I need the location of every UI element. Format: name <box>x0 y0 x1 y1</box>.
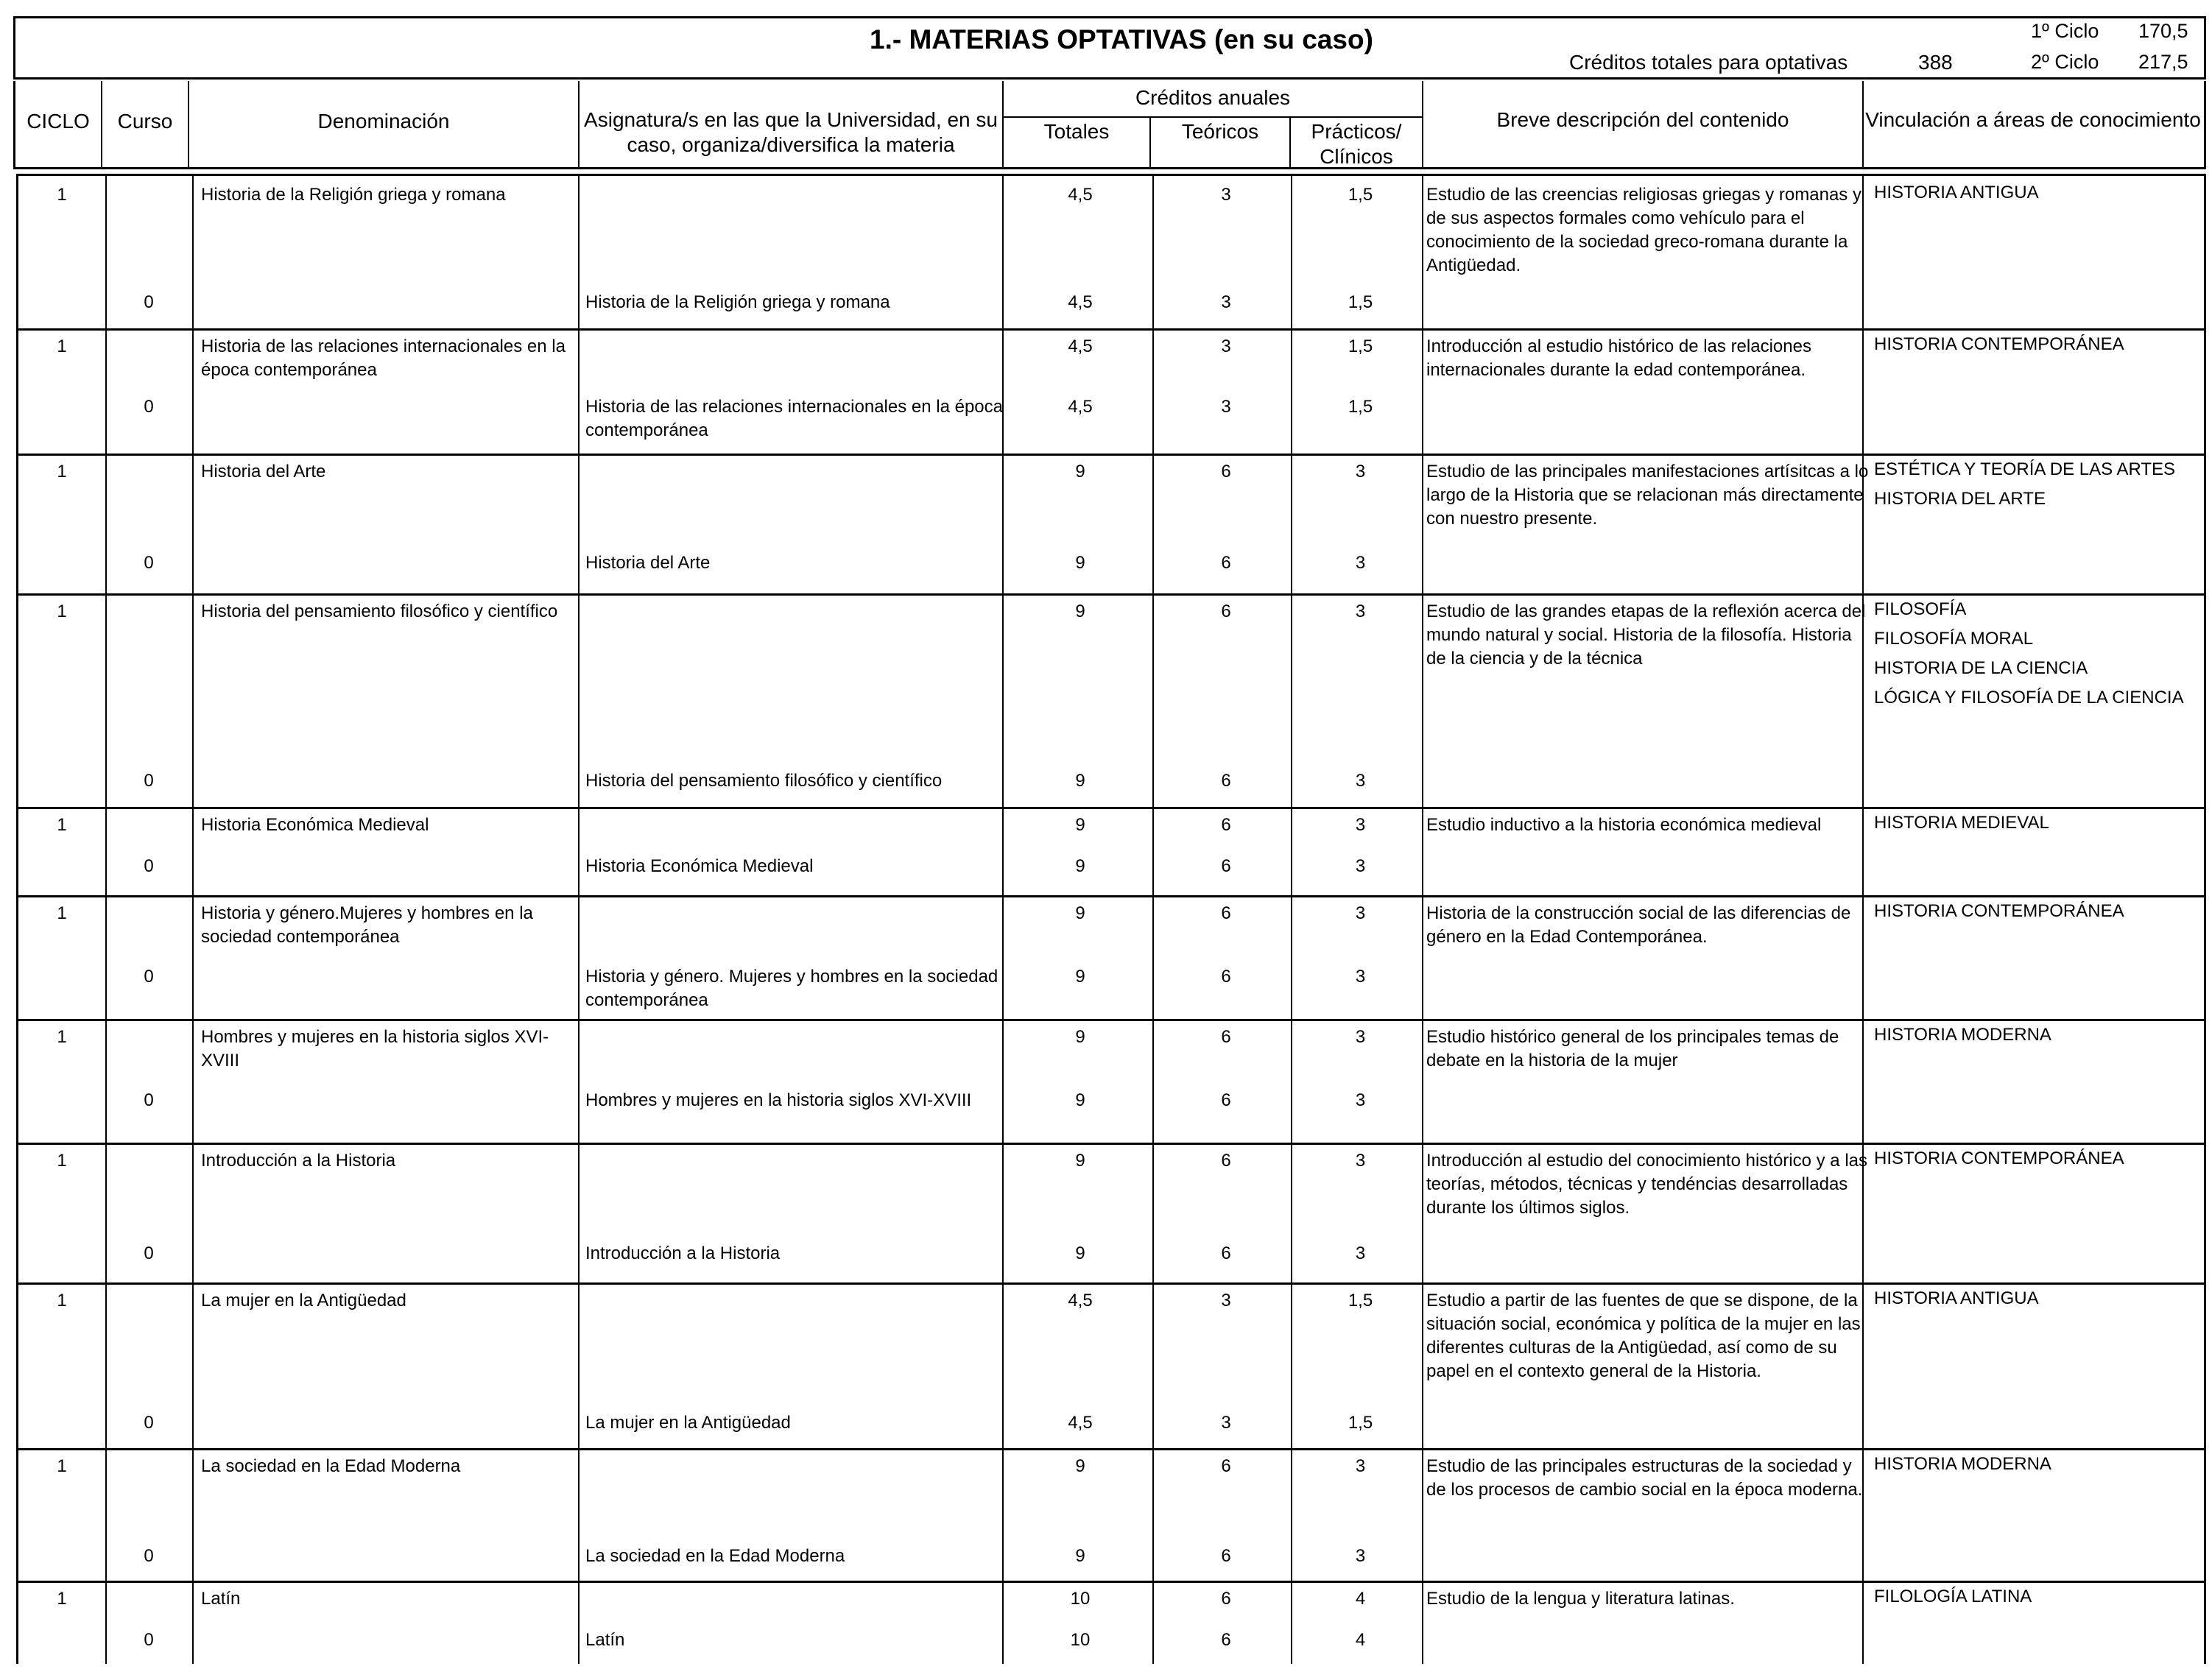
totales-cell: 9 <box>1075 601 1085 621</box>
denominacion-cell: La mujer en la Antigüedad <box>201 1291 406 1310</box>
table-row <box>18 1019 2204 1143</box>
practicos-cell: 4 <box>1355 1630 1366 1650</box>
descripcion-cell: Estudio de las grandes etapas de la reflexión acerca del mundo natural y social. Historia de la filosofía. Historia de la ciencia y de la técnica <box>1426 601 1866 668</box>
areas-cell <box>1874 899 2198 928</box>
teoricos-cell: 6 <box>1221 462 1231 481</box>
practicos-cell: 3 <box>1355 1151 1366 1171</box>
totales-cell: 10 <box>1070 1589 1091 1609</box>
teoricos-cell: 6 <box>1221 1630 1231 1650</box>
denominacion-cell: Historia de la Religión griega y romana <box>201 185 506 205</box>
area-item: HISTORIA CONTEMPORÁNEA <box>1874 901 2124 921</box>
practicos-cell: 3 <box>1355 903 1366 923</box>
areas-cell <box>1874 1146 2198 1176</box>
teoricos-cell: 6 <box>1221 815 1231 835</box>
asignatura-cell: Historia del pensamiento filosófico y científico <box>585 771 943 791</box>
col-ciclo: CICLO <box>27 110 90 133</box>
table-row <box>18 328 2204 454</box>
denominacion-cell: Historia del Arte <box>201 462 326 481</box>
denominacion-cell: Hombres y mujeres en la historia siglos XVI-XVIII <box>201 1027 549 1070</box>
descripcion-cell: Estudio de la lengua y literatura latinas. <box>1426 1589 1735 1609</box>
table-row <box>18 807 2204 895</box>
descripcion-cell: Estudio a partir de las fuentes de que se dispone, de la situación social, económica y política de la mujer en las diferentes culturas de la Antigüedad, así como de su papel en el contexto general de la Historia. <box>1426 1291 1861 1381</box>
denominacion-cell: Historia del pensamiento filosófico y científico <box>201 601 558 621</box>
areas-cell <box>1874 332 2198 361</box>
col-descripcion: Breve descripción del contenido <box>1496 108 1789 131</box>
descripcion-cell: Estudio de las principales manifestaciones artísitcas a lo largo de la Historia que se relacionan más directamente con nuestro presente. <box>1426 462 1869 529</box>
denominacion-cell: La sociedad en la Edad Moderna <box>201 1456 461 1476</box>
table-row <box>18 1581 2204 1664</box>
denominacion-cell: Latín <box>201 1589 241 1609</box>
curso-cell: 0 <box>144 1413 154 1433</box>
ciclo-cell: 1 <box>57 1589 67 1609</box>
asignatura-cell: Introducción a la Historia <box>585 1243 781 1263</box>
practicos-cell: 3 <box>1355 771 1366 791</box>
totales-cell: 9 <box>1075 967 1085 987</box>
totales-cell: 9 <box>1075 1456 1085 1476</box>
curso-cell: 0 <box>144 1090 154 1110</box>
asignatura-cell: Historia Económica Medieval <box>585 856 814 876</box>
totales-cell: 9 <box>1075 1243 1085 1263</box>
area-item: HISTORIA DE LA CIENCIA <box>1874 658 2088 678</box>
totales-cell: 9 <box>1075 1546 1085 1566</box>
practicos-cell: 3 <box>1355 1456 1366 1476</box>
descripcion-cell: Estudio de las creencias religiosas griegas y romanas y de sus aspectos formales como vehículo para el conocimiento de la sociedad greco-romana durante la Antigüedad. <box>1426 185 1861 275</box>
teoricos-cell: 3 <box>1221 292 1231 312</box>
area-item: LÓGICA Y FILOSOFÍA DE LA CIENCIA <box>1874 688 2184 708</box>
practicos-cell: 3 <box>1355 1027 1366 1047</box>
teoricos-cell: 6 <box>1221 1456 1231 1476</box>
practicos-cell: 1,5 <box>1348 185 1373 205</box>
table-row <box>18 1143 2204 1282</box>
curso-cell: 0 <box>144 771 154 791</box>
practicos-cell: 1,5 <box>1348 1291 1373 1310</box>
descripcion-cell: Estudio histórico general de los principales temas de debate en la historia de la mujer <box>1426 1027 1839 1070</box>
teoricos-cell: 3 <box>1221 1291 1231 1310</box>
areas-cell <box>1874 1452 2198 1481</box>
area-item: HISTORIA MEDIEVAL <box>1874 813 2049 833</box>
totales-cell: 9 <box>1075 553 1085 573</box>
denominacion-cell: Historia de las relaciones internacionales en la época contemporánea <box>201 336 566 380</box>
col-teoricos: Teóricos <box>1181 120 1259 143</box>
curso-cell: 0 <box>144 1546 154 1566</box>
areas-cell <box>1874 457 2198 516</box>
descripcion-cell: Introducción al estudio histórico de las relaciones internacionales durante la edad contemporánea. <box>1426 336 1811 380</box>
teoricos-cell: 3 <box>1221 397 1231 417</box>
cycle1-label: 1º Ciclo <box>2031 20 2099 42</box>
totales-cell: 9 <box>1075 1151 1085 1171</box>
practicos-cell: 3 <box>1355 1090 1366 1110</box>
area-item: HISTORIA ANTIGUA <box>1874 183 2039 202</box>
title-bar <box>13 16 2206 80</box>
table-row <box>18 454 2204 593</box>
teoricos-cell: 6 <box>1221 967 1231 987</box>
column-header-row <box>13 81 2206 169</box>
teoricos-cell: 6 <box>1221 1151 1231 1171</box>
asignatura-cell: Hombres y mujeres en la historia siglos XVI-XVIII <box>585 1090 972 1110</box>
area-item: HISTORIA MODERNA <box>1874 1025 2051 1045</box>
table-row <box>18 174 2204 328</box>
totales-cell: 4,5 <box>1068 292 1093 312</box>
col-practicos: Prácticos/ Clínicos <box>1311 120 1402 168</box>
descripcion-cell: Estudio inductivo a la historia económica medieval <box>1426 815 1822 835</box>
curso-cell: 0 <box>144 397 154 417</box>
totales-cell: 9 <box>1075 462 1085 481</box>
asignatura-cell: Historia de las relaciones internacionales en la época contemporánea <box>585 397 1003 440</box>
ciclo-cell: 1 <box>57 462 67 481</box>
col-asignatura: Asignatura/s en las que la Universidad, en su caso, organiza/diversifica la materia <box>584 108 998 156</box>
areas-cell <box>1874 180 2198 210</box>
credits-total-label: Créditos totales para optativas <box>1569 51 1848 74</box>
practicos-cell: 3 <box>1355 967 1366 987</box>
area-item: FILOLOGÍA LATINA <box>1874 1587 2032 1606</box>
areas-cell <box>1874 811 2198 840</box>
denominacion-cell: Historia y género.Mujeres y hombres en la sociedad contemporánea <box>201 903 533 947</box>
totales-cell: 10 <box>1070 1630 1091 1650</box>
ciclo-cell: 1 <box>57 1027 67 1047</box>
teoricos-cell: 6 <box>1221 553 1231 573</box>
table-row <box>18 593 2204 807</box>
ciclo-cell: 1 <box>57 185 67 205</box>
teoricos-cell: 6 <box>1221 1027 1231 1047</box>
table-row <box>18 1282 2204 1448</box>
cycle1-value: 170,5 <box>2138 20 2188 42</box>
col-creditos-anuales: Créditos anuales <box>1135 86 1291 109</box>
practicos-cell: 3 <box>1355 856 1366 876</box>
ciclo-cell: 1 <box>57 1291 67 1310</box>
areas-cell <box>1874 1023 2198 1052</box>
ciclo-cell: 1 <box>57 336 67 356</box>
descripcion-cell: Introducción al estudio del conocimiento histórico y a las teorías, métodos, técnicas y tendéncias desarrolladas durante los últimos siglos. <box>1426 1151 1867 1218</box>
totales-cell: 4,5 <box>1068 185 1093 205</box>
totales-cell: 4,5 <box>1068 397 1093 417</box>
area-item: HISTORIA DEL ARTE <box>1874 489 2046 509</box>
totales-cell: 9 <box>1075 1027 1085 1047</box>
asignatura-cell: Historia y género. Mujeres y hombres en la sociedad contemporánea <box>585 967 998 1010</box>
area-item: HISTORIA MODERNA <box>1874 1454 2051 1474</box>
areas-cell <box>1874 1286 2198 1316</box>
curso-cell: 0 <box>144 553 154 573</box>
practicos-cell: 3 <box>1355 553 1366 573</box>
teoricos-cell: 6 <box>1221 856 1231 876</box>
totales-cell: 4,5 <box>1068 1291 1093 1310</box>
teoricos-cell: 6 <box>1221 1090 1231 1110</box>
area-item: FILOSOFÍA MORAL <box>1874 629 2034 649</box>
cycle2-label: 2º Ciclo <box>2031 51 2099 73</box>
col-curso: Curso <box>117 110 173 133</box>
asignatura-cell: Historia de la Religión griega y romana <box>585 292 890 312</box>
area-item: HISTORIA CONTEMPORÁNEA <box>1874 334 2124 354</box>
teoricos-cell: 6 <box>1221 1243 1231 1263</box>
practicos-cell: 3 <box>1355 1243 1366 1263</box>
page-title: 1.- MATERIAS OPTATIVAS (en su caso) <box>870 24 1373 54</box>
table-row <box>18 1448 2204 1581</box>
asignatura-cell: La mujer en la Antigüedad <box>585 1413 791 1433</box>
teoricos-cell: 3 <box>1221 1413 1231 1433</box>
asignatura-cell: Latín <box>585 1630 625 1650</box>
curso-cell: 0 <box>144 1243 154 1263</box>
totales-cell: 9 <box>1075 856 1085 876</box>
subjects-table <box>16 174 2206 1664</box>
teoricos-cell: 3 <box>1221 185 1231 205</box>
cycle2-value: 217,5 <box>2138 51 2188 73</box>
table-row <box>18 895 2204 1019</box>
practicos-cell: 1,5 <box>1348 336 1373 356</box>
practicos-cell: 3 <box>1355 1546 1366 1566</box>
descripcion-cell: Historia de la construcción social de las diferencias de género en la Edad Contemporánea. <box>1426 903 1851 947</box>
totales-cell: 4,5 <box>1068 1413 1093 1433</box>
ciclo-cell: 1 <box>57 815 67 835</box>
descripcion-cell: Estudio de las principales estructuras de la sociedad y de los procesos de cambio social en la época moderna. <box>1426 1456 1863 1500</box>
curso-cell: 0 <box>144 1630 154 1650</box>
curso-cell: 0 <box>144 967 154 987</box>
col-totales: Totales <box>1043 120 1110 143</box>
teoricos-cell: 3 <box>1221 336 1231 356</box>
practicos-cell: 1,5 <box>1348 1413 1373 1433</box>
ciclo-cell: 1 <box>57 903 67 923</box>
teoricos-cell: 6 <box>1221 771 1231 791</box>
curso-cell: 0 <box>144 856 154 876</box>
totales-cell: 9 <box>1075 903 1085 923</box>
area-item: HISTORIA CONTEMPORÁNEA <box>1874 1148 2124 1168</box>
area-item: HISTORIA ANTIGUA <box>1874 1288 2039 1308</box>
denominacion-cell: Historia Económica Medieval <box>201 815 429 835</box>
asignatura-cell: Historia del Arte <box>585 553 711 573</box>
areas-cell <box>1874 597 2198 715</box>
teoricos-cell: 6 <box>1221 1589 1231 1609</box>
totales-cell: 4,5 <box>1068 336 1093 356</box>
asignatura-cell: La sociedad en la Edad Moderna <box>585 1546 845 1566</box>
areas-cell <box>1874 1584 2198 1614</box>
teoricos-cell: 6 <box>1221 601 1231 621</box>
col-denominacion: Denominación <box>317 110 450 133</box>
col-vinculacion: Vinculación a áreas de conocimiento <box>1865 108 2201 131</box>
ciclo-cell: 1 <box>57 601 67 621</box>
practicos-cell: 3 <box>1355 815 1366 835</box>
curso-cell: 0 <box>144 292 154 312</box>
denominacion-cell: Introducción a la Historia <box>201 1151 396 1171</box>
practicos-cell: 4 <box>1355 1589 1366 1609</box>
ciclo-cell: 1 <box>57 1151 67 1171</box>
teoricos-cell: 6 <box>1221 903 1231 923</box>
totales-cell: 9 <box>1075 1090 1085 1110</box>
practicos-cell: 3 <box>1355 462 1366 481</box>
area-item: ESTÉTICA Y TEORÍA DE LAS ARTES <box>1874 459 2176 479</box>
teoricos-cell: 6 <box>1221 1546 1231 1566</box>
practicos-cell: 1,5 <box>1348 292 1373 312</box>
totales-cell: 9 <box>1075 771 1085 791</box>
practicos-cell: 1,5 <box>1348 397 1373 417</box>
area-item: FILOSOFÍA <box>1874 599 1967 619</box>
totales-cell: 9 <box>1075 815 1085 835</box>
credits-total-value: 388 <box>1918 51 1953 74</box>
ciclo-cell: 1 <box>57 1456 67 1476</box>
practicos-cell: 3 <box>1355 601 1366 621</box>
